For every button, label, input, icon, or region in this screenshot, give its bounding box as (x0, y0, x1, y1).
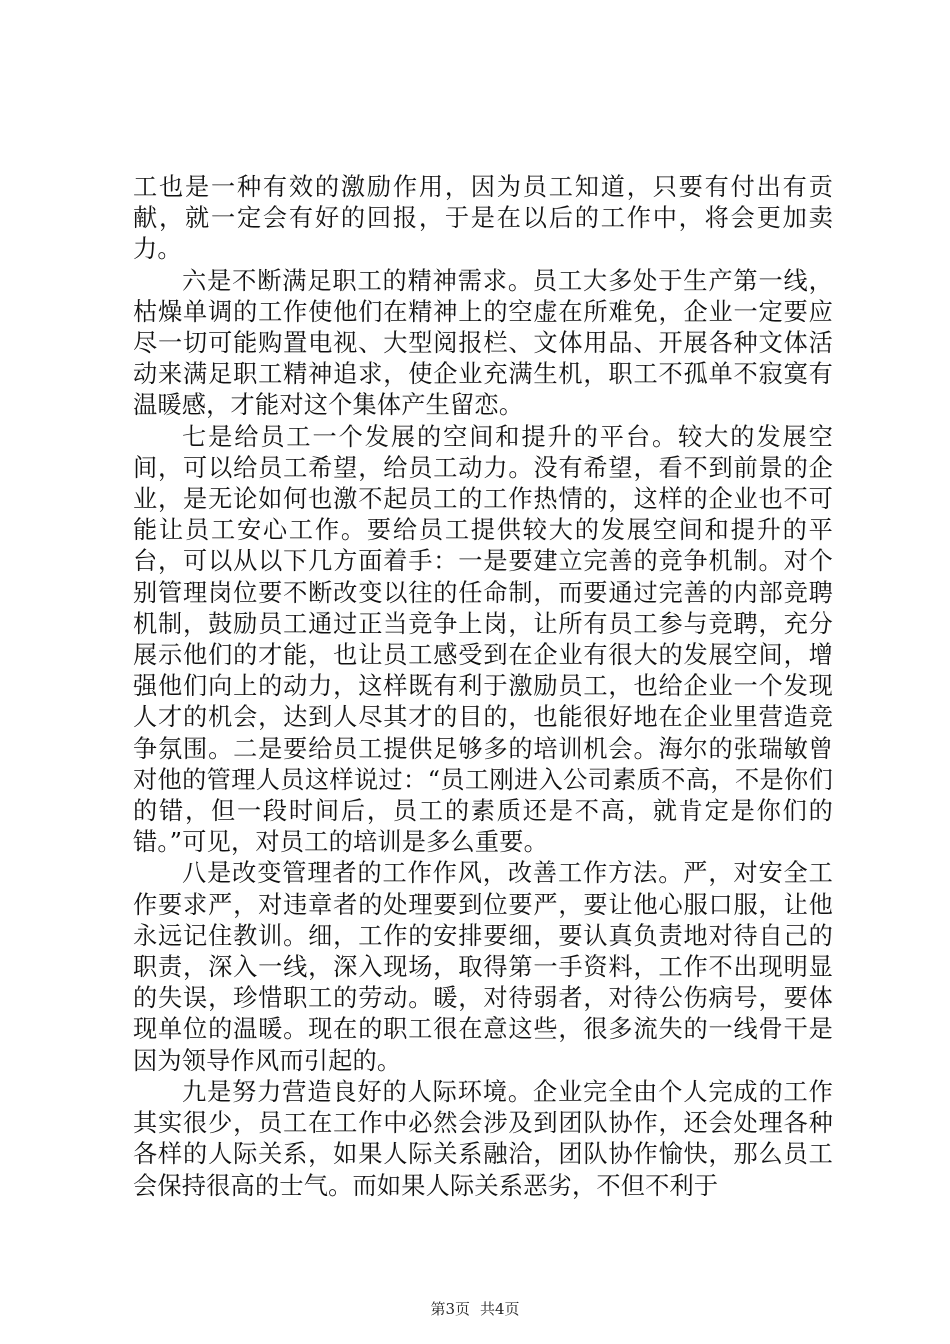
paragraph-3: 七是给员工一个发展的空间和提升的平台。较大的发展空间，可以给员工希望，给员工动力。没有希望，看不到前景的企业，是无论如何也激不起员工的工作热情的，这样的企业也不可能让员工安心工作。要给员工提供较大的发展空间和提升的平台，可以从以下几方面着手：一是要建立完善的竞争机制。对个别管理岗位要不断改变以往的任命制，而要通过完善的内部竞聘机制，鼓励员工通过正当竞争上岗，让所有员工参与竞聘，充分展示他们的才能，也让员工感受到在企业有很大的发展空间，增强他们向上的动力，这样既有利于激励员工，也给企业一个发现人才的机会，达到人尽其才的目的，也能很好地在企业里营造竞争氛围。二是要给员工提供足够多的培训机会。海尔的张瑞敏曾对他的管理人员这样说过：“员工刚进入公司素质不高，不是你们的错，但一段时间后，员工的素质还是不高，就肯定是你们的错。”可见，对员工的培训是多么重要。 (133, 422, 833, 857)
page-total: 共4页 (480, 1300, 520, 1318)
page-footer (0, 1298, 950, 1319)
paragraph-1: 工也是一种有效的激励作用，因为员工知道，只要有付出有贡献，就一定会有好的回报，于是在以后的工作中，将会更加卖力。 (133, 173, 833, 264)
paragraph-2: 六是不断满足职工的精神需求。员工大多处于生产第一线，枯燥单调的工作使他们在精神上的空虚在所难免，企业一定要应尽一切可能购置电视、大型阅报栏、文体用品、开展各种文体活动来满足职工精神追求，使企业充满生机，职工不孤单不寂寞有温暖感，才能对这个集体产生留恋。 (133, 266, 833, 420)
page-number: 第3页 (430, 1300, 470, 1318)
paragraph-4: 八是改变管理者的工作作风，改善工作方法。严，对安全工作要求严，对违章者的处理要到位要严，要让他心服口服，让他永远记住教训。细，工作的安排要细，要认真负责地对待自己的职责，深入一线，深入现场，取得第一手资料，工作不出现明显的失误，珍惜职工的劳动。暖，对待弱者，对待公伤病号，要体现单位的温暖。现在的职工很在意这些，很多流失的一线骨干是因为领导作风而引起的。 (133, 859, 833, 1075)
paragraph-5: 九是努力营造良好的人际环境。企业完全由个人完成的工作其实很少，员工在工作中必然会涉及到团队协作，还会处理各种各样的人际关系，如果人际关系融洽，团队协作愉快，那么员工会保持很高的士气。而如果人际关系恶劣，不但不利于 (133, 1077, 833, 1200)
document-body (133, 172, 833, 1202)
